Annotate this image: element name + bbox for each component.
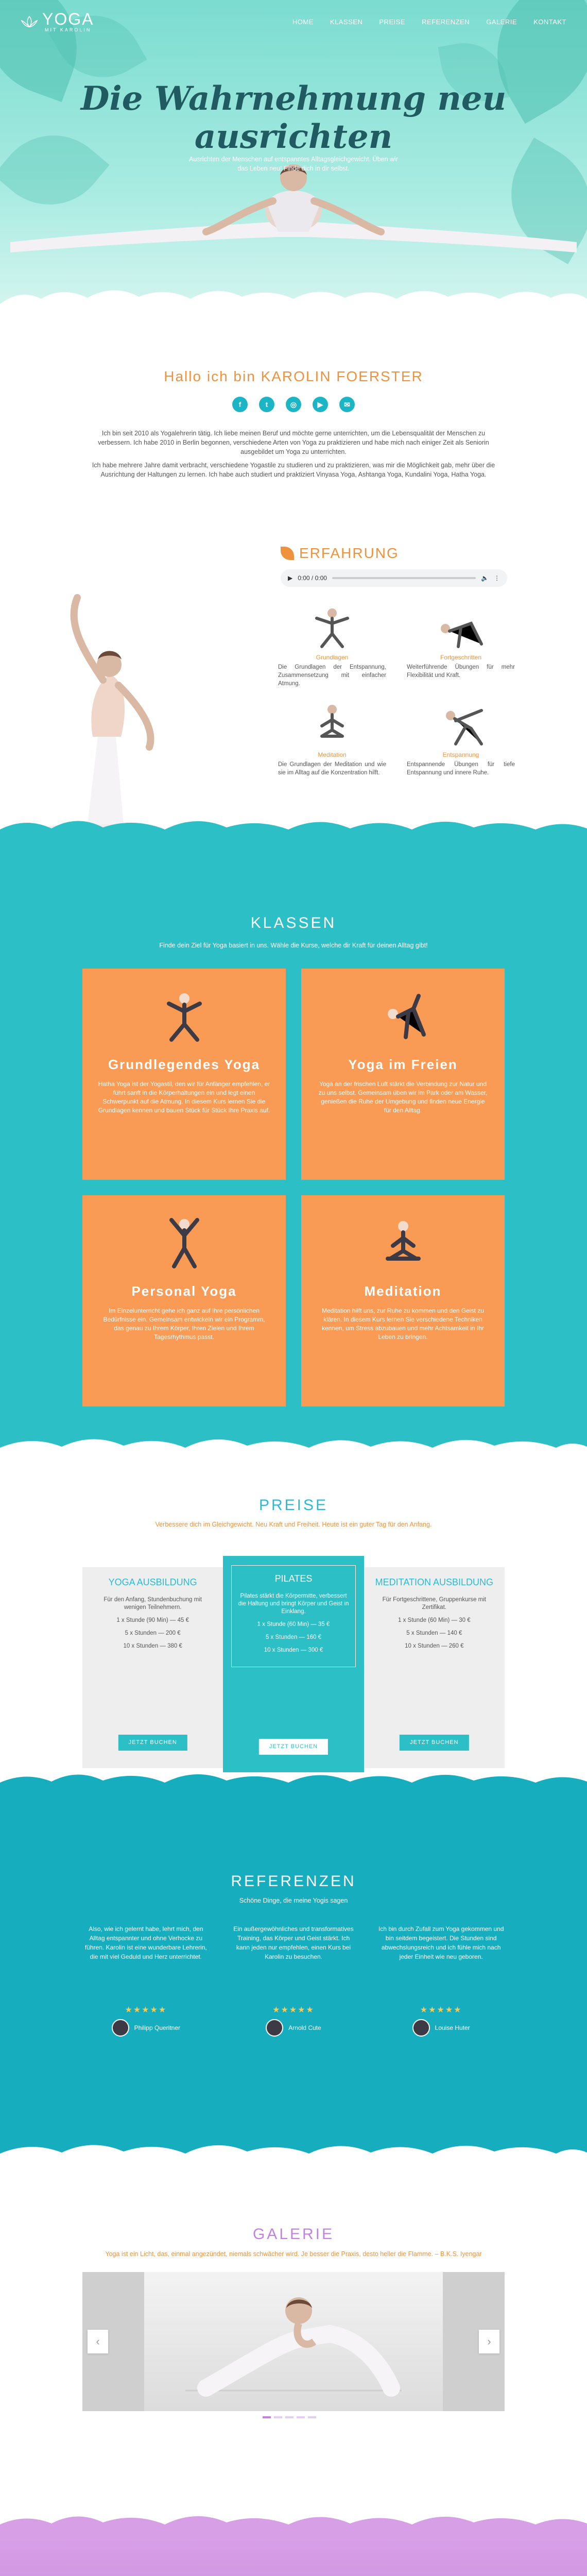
- avatar: [412, 2019, 430, 2037]
- audio-player[interactable]: [281, 569, 507, 587]
- avatar: [112, 2019, 129, 2037]
- testimonial-author: [82, 2019, 210, 2037]
- referenzen-subtitle: Schöne Dinge, die meine Yogis sagen: [239, 1897, 348, 1904]
- pose-item: [407, 700, 515, 777]
- pricing-cards: [82, 1556, 505, 1772]
- menu-item-referenzen[interactable]: REFERENZEN: [422, 18, 470, 26]
- logo-subtitle: MIT KAROLIN: [45, 27, 92, 32]
- meditation-pose-icon: [377, 1215, 429, 1272]
- class-card-text: Hatha Yoga ist der Yogastil, den wir für Anfänger empfehlen, er führt sanft in die Körperhaltungen ein und legt einen Schwerpunkt auf die Atmung. In diesem Kurs lernen Sie die Grundlagen kennen und bauen Stück für Stück Ihre Praxis auf.: [98, 1080, 270, 1114]
- testimonial-author: [377, 2019, 505, 2037]
- main-menu: [292, 18, 566, 26]
- pose-description: Weiterführende Übungen für mehr Flexibilität und Kraft.: [407, 664, 515, 679]
- about-paragraph: Ich habe mehrere Jahre damit verbracht, verschiedene Yogastile zu studieren und zu praktizieren, was mir die Möglichkeit gab, mehr über die Ausrichtung der Haltungen zu lernen. Ich habe auch studiert und praktiziert Vinyasa Yoga, Ashtanga Yoga, Kundalini Yoga, Hatha Yoga.: [92, 462, 495, 478]
- yoga-pose-icon: [430, 700, 492, 747]
- author-name: Louise Huter: [435, 2024, 470, 2031]
- menu-item-kontakt[interactable]: KONTAKT: [533, 18, 566, 26]
- gallery-slider: [82, 2272, 505, 2411]
- star-rating: ★★★★★: [125, 2006, 167, 2014]
- preise-title: PREISE: [258, 1497, 329, 1514]
- menu-item-klassen[interactable]: KLASSEN: [330, 18, 363, 26]
- pricing-line: 1 x Stunde (90 Min) — 45 €: [116, 1617, 189, 1623]
- hero-slider-dots: [21, 301, 59, 303]
- yoga-pose-icon: [301, 603, 363, 649]
- cloud-divider: [0, 2509, 587, 2540]
- messenger-icon[interactable]: ✉: [339, 397, 355, 412]
- galerie-section: [0, 2169, 587, 2540]
- top-navigation: [0, 0, 587, 43]
- instagram-icon[interactable]: ◎: [286, 397, 301, 412]
- menu-item-home[interactable]: HOME: [292, 18, 314, 26]
- class-card[interactable]: [82, 1195, 286, 1406]
- galerie-subtitle: Yoga ist ein Licht, das, einmal angezündet, niemals schwächer wird. Je besser die Praxis, desto heller die Flamme. – B.K.S. Iyengar: [105, 2250, 482, 2258]
- about-text: [85, 429, 502, 483]
- youtube-icon[interactable]: ▶: [313, 397, 328, 412]
- pricing-card-title: MEDITATION AUSBILDUNG: [375, 1577, 494, 1587]
- class-card-title: Grundlegendes Yoga: [108, 1057, 261, 1072]
- about-section: [0, 314, 587, 845]
- pricing-line: 1 x Stunde (60 Min) — 35 €: [257, 1621, 330, 1628]
- play-icon[interactable]: ▶: [288, 574, 293, 582]
- cloud-divider: [0, 814, 587, 845]
- pose-name: Meditation: [318, 751, 347, 758]
- testimonial-quote: Also, wie ich gelernt habe, lehrt mich, den Alltag entspannter und ohne Verhocke zu führen. Karolin ist eine wunderbare Lehrerin, die mit viel Geduld und Herz unterrichtet.: [84, 1925, 207, 1960]
- cloud-divider: [0, 2138, 587, 2169]
- class-card-text: Yoga an der frischen Luft stärkt die Verbindung zur Natur und zu uns selbst. Gemeinsam üben wir im Park oder am Wasser, genießen die Ruhe der Umgebung und finden neue Energie für den Alltag.: [318, 1080, 488, 1114]
- slider-dot[interactable]: [21, 301, 34, 303]
- klassen-section: [0, 845, 587, 1463]
- gallery-next-arrow[interactable]: ›: [479, 2330, 499, 2353]
- hero-subtitle: Ausrichten der Menschen auf entspanntes Alltagsgleichgewicht. Üben wir das Leben neu! Finde dich in dir selbst.: [189, 156, 398, 172]
- hero-section: [0, 0, 587, 314]
- pricing-line: 5 x Stunden — 160 €: [265, 1634, 322, 1640]
- pricing-card: [364, 1567, 505, 1768]
- cloud-divider: [0, 1432, 587, 1463]
- experience-title-text: ERFAHRUNG: [299, 545, 399, 561]
- preise-section: [0, 1463, 587, 1798]
- referenzen-title: REFERENZEN: [231, 1873, 356, 1890]
- pricing-line: 10 x Stunden — 300 €: [264, 1647, 323, 1653]
- pricing-card: [82, 1567, 223, 1768]
- pose-description: Entspannende Übungen für tiefe Entspannung und innere Ruhe.: [407, 761, 515, 776]
- class-card-text: Meditation hilft uns, zur Ruhe zu kommen und den Geist zu klären. In diesem Kurs lernen Sie verschiedene Techniken kennen, um Stress abzubauen und mehr Achtsamkeit in Ihr Leben zu bringen.: [322, 1307, 484, 1341]
- class-card[interactable]: [301, 969, 505, 1180]
- volume-icon[interactable]: 🔈: [481, 574, 489, 582]
- pricing-line: 1 x Stunde (60 Min) — 30 €: [398, 1617, 471, 1623]
- lotus-icon: [21, 15, 38, 28]
- pose-item: [278, 603, 386, 688]
- class-card-title: Meditation: [364, 1283, 442, 1299]
- cloud-divider: [0, 283, 587, 314]
- pricing-line: 10 x Stunden — 380 €: [123, 1643, 182, 1649]
- cloud-divider: [0, 1767, 587, 1798]
- yoga-pose-icon: [301, 700, 363, 747]
- experience-poses: [278, 603, 515, 777]
- testimonial: [377, 1924, 505, 2037]
- social-links: [227, 397, 360, 412]
- pose-item: [407, 603, 515, 688]
- hero-title: [0, 80, 587, 156]
- kontakt-section: [0, 2540, 587, 2576]
- menu-item-preise[interactable]: PREISE: [379, 18, 406, 26]
- class-card[interactable]: [301, 1195, 505, 1406]
- gallery-dot[interactable]: [308, 2416, 316, 2418]
- slider-dot[interactable]: [37, 301, 46, 303]
- yoga-pose-photo: [144, 2272, 443, 2411]
- class-cards: [82, 969, 505, 1406]
- gallery-dot[interactable]: [285, 2416, 294, 2418]
- leaf-icon: [281, 547, 294, 560]
- testimonial-quote: Ich bin durch Zufall zum Yoga gekommen und bin seitdem begeistert. Die Stunden sind abwechslungsreich und ich fühle mich nach jeder Einheit wie neu geboren.: [378, 1925, 504, 1960]
- more-options-icon[interactable]: ⋮: [494, 574, 500, 582]
- galerie-title: GALERIE: [252, 2226, 335, 2243]
- experience-title: [281, 545, 399, 562]
- audio-progress-bar[interactable]: [332, 577, 476, 579]
- book-now-button[interactable]: JETZT BUCHEN: [400, 1735, 469, 1751]
- gallery-dot[interactable]: [263, 2416, 271, 2418]
- testimonial-author: [230, 2019, 357, 2037]
- gallery-dot[interactable]: [274, 2416, 282, 2418]
- pricing-line: 10 x Stunden — 260 €: [405, 1643, 464, 1649]
- klassen-subtitle: Finde dein Ziel für Yoga basiert in uns. Wähle die Kurse, welche dir Kraft für deinen Alltag gibt!: [159, 942, 428, 949]
- menu-item-galerie[interactable]: GALERIE: [486, 18, 517, 26]
- book-now-button[interactable]: JETZT BUCHEN: [259, 1739, 328, 1755]
- pose-description: Die Grundlagen der Entspannung, Zusammensetzung mit einfacher Atmung.: [278, 664, 386, 687]
- book-now-button[interactable]: JETZT BUCHEN: [118, 1735, 187, 1751]
- site-logo[interactable]: [21, 11, 94, 32]
- class-card-title: Yoga im Freien: [348, 1057, 458, 1072]
- referenzen-section: [0, 1798, 587, 2169]
- testimonial: [230, 1924, 357, 2037]
- author-name: Arnold Cute: [288, 2024, 321, 2031]
- pose-description: Die Grundlagen der Meditation und wie sie im Alltag auf die Konzentration hilft.: [278, 761, 386, 776]
- testimonials: [82, 1924, 505, 2037]
- yoga-pose-icon: [430, 603, 492, 649]
- hero-title-line2: ausrichten: [194, 117, 393, 156]
- pricing-card-title: YOGA AUSBILDUNG: [108, 1577, 197, 1587]
- about-title: Hallo ich bin KAROLIN FOERSTER: [164, 368, 423, 384]
- yoga-pose-icon: [377, 988, 429, 1045]
- yoga-pose-icon: [159, 1215, 210, 1272]
- pricing-line: 5 x Stunden — 200 €: [125, 1630, 181, 1636]
- testimonial-quote: Ein außergewöhnliches und transformatives Training, das Körper und Geist stärkt. Ich kann jeden nur empfehlen, einen Kurs bei Karolin zu besuchen.: [233, 1925, 354, 1960]
- star-rating: ★★★★★: [420, 2006, 462, 2014]
- star-rating: ★★★★★: [272, 2006, 315, 2014]
- pose-item: [278, 700, 386, 777]
- author-name: Philipp Queritner: [134, 2024, 181, 2031]
- klassen-title: KLASSEN: [250, 914, 337, 931]
- slider-dot[interactable]: [49, 301, 59, 303]
- hero-title-line1: Die Wahrnehmung neu: [80, 79, 507, 118]
- gallery-image[interactable]: [144, 2272, 443, 2411]
- preise-subtitle: Verbessere dich im Gleichgewicht. Neu Kraft und Freiheit. Heute ist ein guter Tag für den Anfang.: [155, 1521, 432, 1528]
- yoga-woman-illustration: [21, 582, 185, 840]
- twitter-icon[interactable]: t: [259, 397, 274, 412]
- gallery-dots: [263, 2416, 316, 2418]
- pricing-card-featured: [223, 1556, 364, 1772]
- pricing-card-title: PILATES: [274, 1573, 313, 1584]
- logo-title: YOGA: [42, 10, 94, 28]
- avatar: [266, 2019, 283, 2037]
- pricing-line: Für Fortgeschrittene, Gruppenkurse mit Zertifikat.: [382, 1597, 486, 1611]
- yoga-pose-icon: [159, 988, 210, 1045]
- gallery-dot[interactable]: [297, 2416, 305, 2418]
- pricing-line: Für den Anfang, Stundenbuchung mit wenigen Teilnehmern.: [103, 1597, 202, 1611]
- pricing-line: Pilates stärkt die Körpermitte, verbessert die Haltung und bringt Körper und Geist in Einklang.: [238, 1593, 349, 1615]
- about-paragraph: Ich bin seit 2010 als Yogalehrerin tätig. Ich liebe meinen Beruf und möchte gerne unterrichten, um die Lebensqualität der Menschen zu verbessern. Ich habe 2010 in Berlin begonnen, verschiedene Arten von Yoga zu praktizieren und habe mich nach einiger Zeit als Seniorin ausgebildet um Yoga zu unterrichten.: [98, 430, 489, 455]
- pose-name: Entspannung: [442, 751, 479, 758]
- class-card[interactable]: [82, 969, 286, 1180]
- facebook-icon[interactable]: f: [232, 397, 248, 412]
- class-card-title: Personal Yoga: [131, 1283, 237, 1299]
- pose-name: Grundlagen: [316, 654, 349, 661]
- pose-name: Fortgeschritten: [440, 654, 482, 661]
- pricing-line: 5 x Stunden — 140 €: [406, 1630, 462, 1636]
- class-card-text: Im Einzelunterricht gehe ich ganz auf Ihre persönlichen Bedürfnisse ein. Gemeinsam entwickeln wir ein Programm, das genau zu Ihrem Körper, Ihren Zielen und Ihrem Tagesrhythmus passt.: [103, 1307, 265, 1341]
- testimonial: [82, 1924, 210, 2037]
- gallery-prev-arrow[interactable]: ‹: [88, 2330, 108, 2353]
- audio-time: 0:00 / 0:00: [298, 574, 327, 582]
